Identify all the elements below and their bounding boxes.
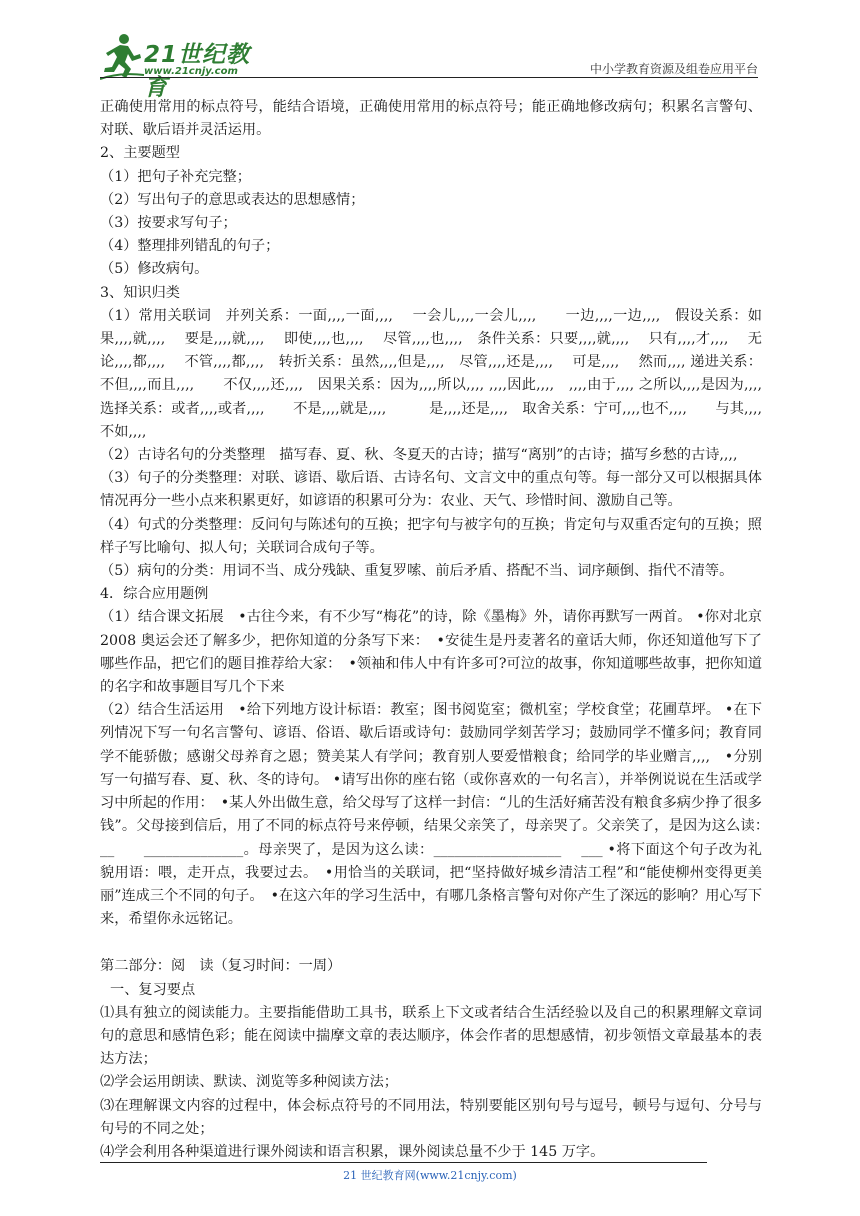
paragraph: （5）病句的分类：用词不当、成分残缺、重复罗嗦、前后矛盾、搭配不当、词序颠倒、指代不清等。: [100, 563, 734, 580]
footer-divider: [100, 1162, 707, 1163]
page-header: [100, 30, 758, 101]
paragraph: ⑵学会运用朗读、默读、浏览等多种阅读方法；: [100, 1074, 398, 1091]
paragraph: 正确使用常用的标点符号，能结合语境，正确使用常用的标点符号；能正确地修改病句；积累名言警句、对联、歇后语并灵活运用。: [100, 99, 762, 139]
logo-url: www.21cnjy.com: [144, 66, 238, 77]
site-logo: [100, 30, 270, 101]
list-item: （4）整理排列错乱的句子；: [100, 238, 280, 255]
paragraph: （4）句式的分类整理：反问句与陈述句的互换；把字句与被字句的互换；肯定句与双重否定句的互换；照样子写比喻句、拟人句；关联词合成句子等。: [100, 516, 762, 556]
paragraph: ⑴具有独立的阅读能力。主要指能借助工具书，联系上下文或者结合生活经验以及自己的积累理解文章词句的意思和感情色彩；能在阅读中揣摩文章的表达顺序，体会作者的思想感情，初步领悟文章最基本的表达方法；: [100, 1004, 762, 1068]
logo-title: 21世纪教育: [144, 42, 251, 101]
subsection-heading: 一、复习要点: [110, 981, 196, 998]
section-heading: 4．综合应用题例: [100, 586, 209, 603]
section-heading: 3、知识归类: [100, 284, 180, 301]
list-item: （1）把句子补充完整；: [100, 168, 251, 185]
part-heading: 第二部分：阅 读（复习时间：一周）: [100, 958, 342, 975]
paragraph: （2）结合生活运用 •给下列地方设计标语：教室；图书阅览室；微机室；学校食堂；花圃草坪。 •在下列情况下写一句名言警句、谚语、俗语、歇后语或诗句：鼓励同学刻苦学习；鼓励同学不懂多问；教育同学不能骄傲；感谢父母养育之恩；赞美某人有学问；教育别人要爱惜粮食；给同学的毕业赠言,,,, •分别写一句描写春、夏、秋、冬的诗句。 •请写出你的座右铭（或你喜欢的一句名言），并举例说说在生活或学习中所起的作用： •某人外出做生意，给父母写了这样一封信：“儿的生活好痛苦没有粮食多病少挣了很多钱”。父母接到信后，用了不同的标点符号来停顿，结果父亲笑了，母亲哭了。父亲笑了，是因为这么读： __ ______________。母亲哭了，是因为这么读：__________________ ___ •将下面这个句子改为礼貌用语：喂，走开点，我要过去。 •用恰当的关联词，把“坚持做好城乡清洁工程”和“能使柳州变得更美丽”连成三个不同的句子。 •在这六年的学习生活中，有哪几条格言警句对你产生了深远的影响？用心写下来，希望你永远铭记。: [100, 702, 777, 928]
paragraph: （1）常用关联词 并列关系：一面,,,,一面,,,, 一会儿,,,,一会儿,,,, 一边,,,,一边,,,, 假设关系：如果,,,,就,,,, 要是,,,,就,,,, 即使,,,,也,,,, 尽管,,,,也,,,, 条件关系：只要,,,,就,,,, 只有,,,,才,,,, 无论,,,,都,,,, 不管,,,,都,,,, 转折关系：虽然,,,,但是,,,, 尽管,,,,还是,,,, 可是,,,, 然而,,,, 递进关系：不但,,,,而且,,,, 不仅,,,,还,,,, 因果关系：因为,,,,所以,,,, ,,,,因此,,,, ,,,,由于,,,, 之所以,,,,是因为,,,, 选择关系：或者,,,,或者,,,, 不是,,,,就是,,,, 是,,,,还是,,,, 取舍关系：宁可,,,,也不,,,, 与其,,,,不如,,,,: [100, 307, 777, 440]
header-divider: [100, 77, 758, 78]
page-footer: 21 世纪教育网(www.21cnjy.com): [343, 1169, 517, 1182]
list-item: （3）按要求写句子；: [100, 215, 237, 232]
paragraph: （2）古诗名句的分类整理 描写春、夏、秋、冬夏天的古诗；描写“离别”的古诗；描写乡愁的古诗,,,,: [100, 447, 738, 464]
list-item: （2）写出句子的意思或表达的思想感情；: [100, 191, 365, 208]
runner-logo-icon: [100, 32, 146, 82]
list-item: （5）修改病句。: [100, 261, 209, 278]
document-body: [100, 96, 777, 1164]
section-heading: 2、主要题型: [100, 145, 180, 162]
paragraph: ⑷学会利用各种渠道进行课外阅读和语言积累，课外阅读总量不少于 145 万字。: [100, 1143, 605, 1160]
paragraph: （3）句子的分类整理：对联、谚语、歇后语、古诗名句、文言文中的重点句等。每一部分又可以根据具体情况再分一些小点来积累更好，如谚语的积累可分为：农业、天气、珍惜时间、激励自己等。: [100, 470, 762, 510]
paragraph: ⑶在理解课文内容的过程中，体会标点符号的不同用法，特别要能区别句号与逗号，顿号与逗句、分号与句号的不同之处；: [100, 1097, 762, 1137]
spacer: [100, 931, 762, 955]
paragraph: （1）结合课文拓展 •古往今来，有不少写“梅花”的诗，除《墨梅》外，请你再默写一两首。 •你对北京 2008 奥运会还了解多少，把你知道的分条写下来： •安徒生是丹麦著名的童话大师，你还知道他写下了哪些作品，把它们的题目推荐给大家： •领袖和伟人中有许多可?可泣的故事，你知道哪些故事，把你知道的名字和故事题目写几个下来: [100, 609, 762, 696]
platform-name: 中小学教育资源及组卷应用平台: [589, 62, 758, 76]
